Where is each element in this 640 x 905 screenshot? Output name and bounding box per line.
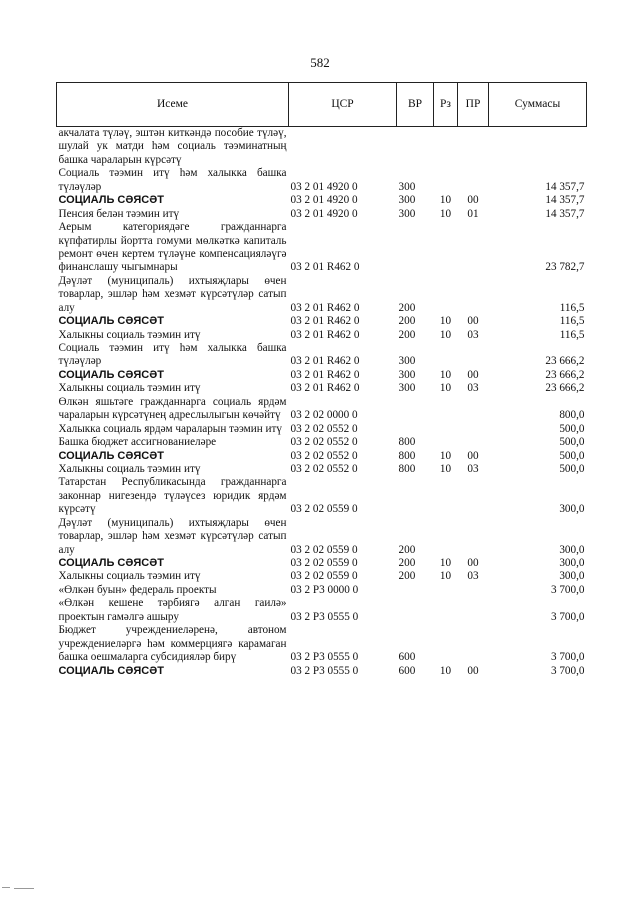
cell-name: Социаль тәэмин итү һәм халыкка башка түләүләр bbox=[58, 167, 287, 193]
table-row bbox=[57, 557, 587, 570]
cell-rz bbox=[434, 275, 458, 315]
table-row bbox=[57, 584, 587, 597]
cell-pr bbox=[458, 436, 489, 449]
cell-sum: 23 666,2 bbox=[545, 382, 585, 395]
cell-pr: 00 bbox=[467, 449, 479, 462]
cell-pr bbox=[458, 221, 489, 275]
cell-pr bbox=[458, 624, 489, 664]
table-row bbox=[57, 597, 587, 624]
header-csr: ЦСР bbox=[289, 83, 397, 127]
cell-rz bbox=[434, 597, 458, 624]
cell-vr: 200 bbox=[398, 301, 416, 314]
cell-sum: 800,0 bbox=[559, 409, 585, 422]
cell-pr: 03 bbox=[467, 462, 479, 475]
cell-pr: 01 bbox=[467, 207, 479, 220]
cell-sum: 500,0 bbox=[559, 462, 585, 475]
cell-rz: 10 bbox=[439, 328, 452, 341]
cell-pr bbox=[458, 423, 489, 436]
cell-csr: 03 2 01 4920 0 bbox=[290, 194, 358, 207]
cell-sum: 14 357,7 bbox=[545, 207, 585, 220]
page-number: 582 bbox=[310, 55, 330, 70]
cell-csr: 03 2 02 0559 0 bbox=[290, 543, 358, 556]
cell-csr: 03 2 02 0552 0 bbox=[290, 449, 358, 462]
table-row bbox=[57, 665, 587, 678]
cell-rz bbox=[434, 436, 458, 449]
cell-name: «Өлкән буын» федераль проекты bbox=[58, 583, 217, 596]
cell-pr: 03 bbox=[467, 382, 479, 395]
cell-name: Дәүләт (муниципаль) ихтыяҗлары өчен товарлар, эшләр һәм хезмәт күрсәтүләр сатып алу bbox=[58, 516, 287, 556]
cell-csr: 03 2 01 R462 0 bbox=[290, 328, 360, 341]
cell-vr: 200 bbox=[398, 557, 416, 569]
cell-rz: 10 bbox=[439, 462, 452, 475]
cell-name: СОЦИАЛЬ СӘЯСӘТ bbox=[58, 557, 164, 570]
cell-vr bbox=[397, 127, 434, 168]
cell-csr: 03 2 02 0552 0 bbox=[290, 422, 358, 435]
scan-edge-marks bbox=[0, 885, 40, 895]
table-row bbox=[57, 517, 587, 557]
cell-rz: 10 bbox=[439, 382, 452, 395]
cell-vr bbox=[397, 597, 434, 624]
cell-name: Халыкны социаль тәэмин итү bbox=[58, 462, 201, 475]
cell-sum: 116,5 bbox=[559, 328, 585, 341]
cell-pr: 00 bbox=[467, 557, 479, 569]
cell-rz: 10 bbox=[439, 570, 452, 583]
table-row bbox=[57, 208, 587, 221]
cell-name: Социаль тәэмин итү һәм халыкка башка түләүләр bbox=[58, 342, 287, 368]
table-row bbox=[57, 127, 587, 168]
cell-rz bbox=[434, 167, 458, 194]
cell-vr bbox=[397, 476, 434, 516]
table-row bbox=[57, 463, 587, 476]
cell-name: Халыкны социаль тәэмин итү bbox=[58, 570, 201, 583]
cell-csr: 03 2 01 R462 0 bbox=[290, 382, 360, 395]
table-row bbox=[57, 329, 587, 342]
table-row bbox=[57, 221, 587, 275]
table-row bbox=[57, 396, 587, 423]
cell-sum: 300,0 bbox=[559, 557, 585, 569]
cell-pr: 03 bbox=[467, 570, 479, 583]
table-row bbox=[57, 450, 587, 463]
cell-rz bbox=[434, 584, 458, 597]
cell-csr: 03 2 02 0552 0 bbox=[290, 436, 358, 449]
cell-csr: 03 2 02 0000 0 bbox=[290, 409, 358, 422]
cell-sum: 300,0 bbox=[559, 570, 585, 583]
table-row bbox=[57, 315, 587, 328]
cell-rz bbox=[434, 517, 458, 557]
cell-sum: 3 700,0 bbox=[550, 664, 585, 677]
cell-name: Бюджет учреждениеләренә, автоном учреждениеләргә һәм коммерциягә карамаган башка оешмаларга субсидияләр бирү bbox=[58, 624, 287, 664]
table-body bbox=[57, 127, 587, 678]
cell-pr: 00 bbox=[467, 368, 479, 381]
cell-rz bbox=[434, 396, 458, 423]
cell-name: Татарстан Республикасында гражданнарга законнар нигезендә түләүсез юридик ярдәм күрсәтү bbox=[58, 476, 287, 516]
cell-pr bbox=[458, 584, 489, 597]
header-pr: ПР bbox=[458, 83, 489, 127]
cell-csr: 03 2 P3 0555 0 bbox=[290, 610, 359, 623]
cell-csr: 03 2 01 R462 0 bbox=[290, 301, 360, 314]
cell-vr: 800 bbox=[398, 462, 416, 475]
table-row bbox=[57, 342, 587, 369]
table-row bbox=[57, 624, 587, 664]
cell-sum: 116,5 bbox=[559, 315, 585, 328]
cell-rz: 10 bbox=[439, 315, 452, 328]
cell-vr: 600 bbox=[398, 664, 416, 677]
cell-csr: 03 2 02 0559 0 bbox=[290, 557, 358, 569]
cell-rz: 10 bbox=[439, 449, 452, 462]
cell-csr: 03 2 02 0552 0 bbox=[290, 462, 358, 475]
cell-vr: 200 bbox=[398, 328, 416, 341]
cell-pr bbox=[458, 476, 489, 516]
cell-vr: 200 bbox=[398, 543, 416, 556]
cell-vr bbox=[397, 221, 434, 275]
cell-vr: 300 bbox=[398, 355, 416, 368]
cell-name: СОЦИАЛЬ СӘЯСӘТ bbox=[58, 449, 164, 462]
cell-name: Халыкка социаль ярдәм чараларын тәэмин итү bbox=[58, 422, 282, 435]
table-row bbox=[57, 476, 587, 516]
cell-vr: 300 bbox=[398, 382, 416, 395]
header-vr: ВР bbox=[397, 83, 434, 127]
header-sum: Суммасы bbox=[489, 83, 587, 127]
cell-csr: 03 2 01 R462 0 bbox=[290, 355, 360, 368]
cell-name: СОЦИАЛЬ СӘЯСӘТ bbox=[58, 369, 164, 382]
cell-rz: 10 bbox=[439, 207, 452, 220]
cell-pr: 03 bbox=[467, 328, 479, 341]
cell-sum: 300,0 bbox=[559, 543, 585, 556]
cell-csr bbox=[289, 127, 397, 168]
cell-vr: 300 bbox=[398, 194, 416, 207]
cell-sum: 500,0 bbox=[559, 449, 585, 462]
cell-pr: 00 bbox=[467, 194, 479, 207]
table-row bbox=[57, 194, 587, 207]
cell-sum bbox=[489, 127, 587, 168]
header-name: Исеме bbox=[57, 83, 289, 127]
cell-name: Халыкны социаль тәэмин итү bbox=[58, 382, 201, 395]
cell-pr bbox=[458, 167, 489, 194]
cell-sum: 14 357,7 bbox=[545, 180, 585, 193]
cell-rz bbox=[434, 624, 458, 664]
cell-sum: 23 666,2 bbox=[545, 355, 585, 368]
cell-vr: 300 bbox=[398, 180, 416, 193]
cell-csr: 03 2 01 4920 0 bbox=[290, 180, 358, 193]
cell-name: Халыкны социаль тәэмин итү bbox=[58, 328, 201, 341]
cell-sum: 23 782,7 bbox=[545, 261, 585, 274]
cell-name: «Өлкән кешене тәрбиягә алган гаилә» проектын гамәлгә ашыру bbox=[58, 597, 287, 623]
table-row bbox=[57, 369, 587, 382]
cell-rz: 10 bbox=[439, 664, 452, 677]
cell-sum: 23 666,2 bbox=[545, 368, 585, 381]
cell-rz bbox=[434, 221, 458, 275]
cell-pr bbox=[458, 517, 489, 557]
cell-vr: 800 bbox=[398, 436, 416, 449]
cell-rz: 10 bbox=[439, 194, 452, 207]
cell-vr bbox=[397, 584, 434, 597]
cell-vr: 600 bbox=[398, 651, 416, 664]
table-row bbox=[57, 436, 587, 449]
cell-csr: 03 2 01 4920 0 bbox=[290, 207, 358, 220]
cell-pr bbox=[458, 396, 489, 423]
cell-vr bbox=[397, 396, 434, 423]
cell-csr: 03 2 02 0559 0 bbox=[290, 570, 358, 583]
cell-sum: 14 357,7 bbox=[545, 194, 585, 207]
cell-sum: 116,5 bbox=[559, 301, 585, 314]
cell-pr: 00 bbox=[467, 664, 479, 677]
cell-pr: 00 bbox=[467, 315, 479, 328]
cell-name: Пенсия белән тәэмин итү bbox=[58, 207, 180, 220]
table-header bbox=[57, 83, 587, 127]
cell-pr bbox=[458, 597, 489, 624]
cell-name: Башка бюджет ассигнованиеләре bbox=[58, 436, 217, 449]
cell-vr bbox=[397, 423, 434, 436]
budget-table bbox=[56, 82, 587, 678]
cell-name: акчалата түләү, эштән киткәндә пособие түләү, шулай ук матди һәм социаль тәэминатның башка чараларын күрсәтү bbox=[58, 127, 287, 166]
header-rz: Рз bbox=[434, 83, 458, 127]
cell-name: СОЦИАЛЬ СӘЯСӘТ bbox=[58, 315, 164, 328]
cell-vr: 800 bbox=[398, 449, 416, 462]
cell-sum: 500,0 bbox=[559, 436, 585, 449]
cell-csr: 03 2 P3 0000 0 bbox=[290, 583, 359, 596]
cell-csr: 03 2 P3 0555 0 bbox=[290, 664, 359, 677]
cell-csr: 03 2 P3 0555 0 bbox=[290, 651, 359, 664]
cell-pr bbox=[458, 342, 489, 369]
cell-csr: 03 2 01 R462 0 bbox=[290, 315, 360, 328]
cell-sum: 300,0 bbox=[559, 503, 585, 516]
table-row bbox=[57, 167, 587, 194]
table-row bbox=[57, 570, 587, 583]
cell-name: СОЦИАЛЬ СӘЯСӘТ bbox=[58, 194, 164, 207]
cell-pr bbox=[458, 275, 489, 315]
cell-csr: 03 2 01 R462 0 bbox=[290, 261, 360, 274]
cell-name: Өлкән яшьтәге гражданнарга социаль ярдәм чараларын күрсәтүнең адреслылыгын көчәйтү bbox=[58, 395, 287, 422]
cell-vr: 200 bbox=[398, 570, 416, 583]
cell-rz bbox=[434, 127, 458, 168]
cell-csr: 03 2 01 R462 0 bbox=[290, 368, 360, 381]
cell-vr: 300 bbox=[398, 368, 416, 381]
cell-sum: 500,0 bbox=[559, 422, 585, 435]
cell-rz bbox=[434, 423, 458, 436]
cell-rz: 10 bbox=[439, 368, 452, 381]
cell-csr: 03 2 02 0559 0 bbox=[290, 503, 358, 516]
cell-name: Дәүләт (муниципаль) ихтыяҗлары өчен товарлар, эшләр һәм хезмәт күрсәтүләр сатып алу bbox=[58, 274, 287, 314]
cell-vr: 300 bbox=[398, 207, 416, 220]
table-row bbox=[57, 275, 587, 315]
cell-sum: 3 700,0 bbox=[550, 583, 585, 596]
cell-sum: 3 700,0 bbox=[550, 651, 585, 664]
cell-name: Аерым категориядәге гражданнарга күпфатирлы йортта гомуми мөлкәткә капиталь ремонт өчен кертем түләүне компенсацияләүгә финанслашу чыгымнары bbox=[58, 221, 287, 274]
table-row bbox=[57, 382, 587, 395]
cell-rz: 10 bbox=[439, 557, 452, 569]
table-row bbox=[57, 423, 587, 436]
cell-rz bbox=[434, 342, 458, 369]
cell-rz bbox=[434, 476, 458, 516]
cell-pr bbox=[458, 127, 489, 168]
cell-vr: 200 bbox=[398, 315, 416, 328]
cell-name: СОЦИАЛЬ СӘЯСӘТ bbox=[58, 664, 164, 677]
cell-sum: 3 700,0 bbox=[550, 610, 585, 623]
